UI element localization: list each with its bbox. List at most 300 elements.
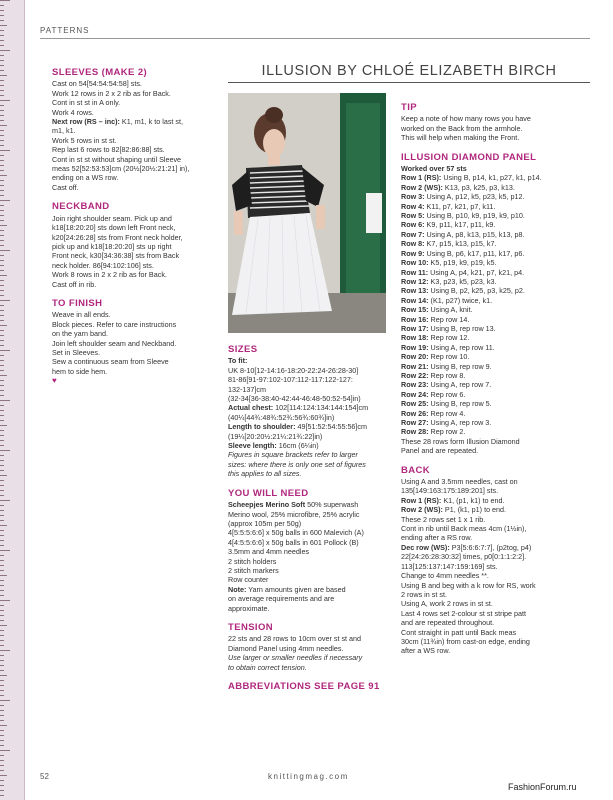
panel-row: Row 26: Rep row 4. — [401, 408, 466, 418]
ruler-tick — [0, 455, 4, 456]
ruler-tick — [0, 775, 7, 776]
panel-row: Row 12: K3, p23, k5, p23, k3. — [401, 276, 497, 286]
ruler-tick — [0, 535, 4, 536]
ruler-tick — [0, 605, 4, 606]
text-line: neck holder. 86[94:102:106] sts. — [52, 260, 154, 270]
text-line: Work 4 rows. — [52, 107, 94, 117]
ruler-tick — [0, 290, 4, 291]
ruler-tick — [0, 625, 7, 626]
ruler-tick — [0, 160, 4, 161]
text-line: Work 5 rows in st st. — [52, 135, 117, 145]
ruler-tick — [0, 600, 10, 601]
ruler-tick — [0, 400, 10, 401]
ruler-tick — [0, 465, 4, 466]
text-line: Merino wool, 25% microfibre, 25% acrylic — [228, 509, 360, 519]
ruler-tick — [0, 265, 4, 266]
tip-heading: TIP — [401, 102, 417, 113]
ruler-tick — [0, 445, 4, 446]
text-line: These 2 rows set 1 x 1 rib. — [401, 514, 486, 524]
length-line: Length to shoulder: 49[51:52:54:55:56]cm — [228, 422, 368, 432]
ruler-tick — [0, 250, 10, 251]
ruler-tick — [0, 35, 4, 36]
text-line: Cont in rib until Back meas 4cm (1½in), — [401, 524, 527, 534]
panel-row: Row 11: Using A, p4, k21, p7, k21, p4. — [401, 267, 525, 277]
ruler-tick — [0, 390, 4, 391]
ruler-tick — [0, 360, 4, 361]
back-lines-2 — [401, 515, 591, 543]
header-rule — [40, 38, 590, 39]
ruler-tick — [0, 710, 4, 711]
ruler-tick — [0, 505, 4, 506]
text-line: Cont in st st in A only. — [52, 98, 121, 108]
panel-row: Row 25: Using B, rep row 5. — [401, 399, 492, 409]
text-line: Rep last 6 rows to 82[82:86:88] sts. — [52, 145, 165, 155]
ruler-tick — [0, 510, 4, 511]
ruler-tick — [0, 740, 4, 741]
yarn-line: Scheepjes Merino Soft 50% superwash — [228, 500, 359, 510]
panel-row: Row 17: Using B, rep row 13. — [401, 323, 496, 333]
text-line: 132-137]cm — [228, 384, 266, 394]
ruler-tick — [0, 650, 10, 651]
text-line: k20[24:26:28] sts from Front neck holder, — [52, 232, 183, 242]
text-line: 3.5mm and 4mm needles — [228, 547, 310, 557]
text-line: Diamond Panel using 4mm needles. — [228, 643, 344, 653]
ruler-tick — [0, 565, 4, 566]
neckband-lines — [52, 214, 212, 289]
ruler-tick — [0, 685, 4, 686]
ruler-tick — [0, 785, 4, 786]
ruler-tick — [0, 175, 7, 176]
ruler-tick — [0, 5, 4, 6]
panel-row: Row 8: K7, p15, k13, p15, k7. — [401, 239, 497, 249]
text-line: pick up and k18[18:20:20] sts up right — [52, 241, 172, 251]
ruler-tick — [0, 30, 4, 31]
ruler-tick — [0, 230, 4, 231]
ruler-tick — [0, 760, 4, 761]
ruler-tick — [0, 125, 7, 126]
ruler-tick — [0, 660, 4, 661]
ruler-tick — [0, 440, 4, 441]
ruler-tick — [0, 0, 10, 1]
ruler-tick — [0, 410, 4, 411]
text-line: Figures in square brackets refer to larger — [228, 450, 358, 460]
back-dec-row: Dec row (WS): P3[5:6:6:7:7], (p2tog, p4) — [401, 542, 532, 552]
ruler-tick — [0, 325, 7, 326]
ruler-tick — [0, 155, 4, 156]
ruler-tick — [0, 185, 4, 186]
ruler-tick — [0, 765, 4, 766]
ruler-tick — [0, 475, 7, 476]
text-line: Last 4 rows set 2-colour st st stripe patt — [401, 608, 527, 618]
text-line: Set in Sleeves. — [52, 347, 100, 357]
ruler-tick — [0, 695, 4, 696]
model-photo-illustration — [228, 93, 386, 333]
text-line: Using B and beg with a k row for RS, work — [401, 580, 536, 590]
text-line: 2 stitch markers — [228, 565, 279, 575]
ruler-tick — [0, 705, 4, 706]
panel-row: Row 14: (K1, p27) twice, k1. — [401, 295, 493, 305]
ruler-tick — [0, 655, 4, 656]
text-line: Weave in all ends. — [52, 310, 111, 320]
text-line: Join right shoulder seam. Pick up and — [52, 213, 172, 223]
text-line: Cast on 54[54:54:54:58] sts. — [52, 79, 142, 89]
sleeves-lines-a — [52, 79, 212, 117]
ruler-tick — [0, 370, 4, 371]
ruler-tick — [0, 540, 4, 541]
ruler-tick — [0, 120, 4, 121]
ruler-tick — [0, 630, 4, 631]
left-column — [52, 68, 212, 386]
sleeves-heading: SLEEVES (MAKE 2) — [52, 67, 148, 78]
tip-lines — [401, 114, 591, 142]
ruler-tick — [0, 485, 4, 486]
ruler-tick — [0, 545, 4, 546]
site-url: knittingmag.com — [268, 772, 349, 781]
text-line: (32-34[36-38:40-42:44-46:48-50:52-54]in) — [228, 394, 361, 404]
ruler-tick — [0, 480, 4, 481]
panel-closing — [401, 437, 591, 456]
text-line: ending after a RS row. — [401, 533, 473, 543]
text-line: 4[4:5:5:6:6] x 50g balls in 601 Pollock (B) — [228, 537, 359, 547]
ruler-tick — [0, 790, 4, 791]
panel-row: Row 4: K11, p7, k21, p7, k11. — [401, 201, 496, 211]
text-line: 4[5:5:5:6:6] x 50g balls in 600 Malevich (A) — [228, 528, 364, 538]
ruler-tick — [0, 75, 7, 76]
ruler-tick — [0, 635, 4, 636]
ruler-tick — [0, 435, 4, 436]
ruler-tick — [0, 560, 4, 561]
text-line: These 28 rows form Illusion Diamond — [401, 436, 520, 446]
ruler-tick — [0, 240, 4, 241]
ruler-tick — [0, 210, 4, 211]
panel-row: Row 6: K9, p11, k17, p11, k9. — [401, 220, 496, 230]
chest-line: Actual chest: 102[114:124:134:144:154]cm — [228, 403, 369, 413]
ruler-tick — [0, 595, 4, 596]
ruler-tick — [0, 665, 4, 666]
ruler-tick — [0, 720, 4, 721]
pattern-title: ILLUSION BY CHLOÉ ELIZABETH BIRCH — [228, 63, 590, 83]
ruler-tick — [0, 305, 4, 306]
panel-rows — [401, 173, 591, 436]
ruler-tick — [0, 245, 4, 246]
panel-row: Row 23: Using A, rep row 7. — [401, 380, 492, 390]
text-line: Using A and 3.5mm needles, cast on — [401, 477, 518, 487]
ruler-tick — [0, 60, 4, 61]
ruler-tick — [0, 225, 7, 226]
ruler-tick — [0, 450, 10, 451]
ruler-tick — [0, 200, 10, 201]
panel-row: Row 24: Rep row 6. — [401, 389, 466, 399]
text-line: Use larger or smaller needles if necessary — [228, 653, 363, 663]
ruler-tick — [0, 140, 4, 141]
text-line: Using A, work 2 rows in st st. — [401, 599, 493, 609]
ruler-tick — [0, 530, 4, 531]
sleeve-length-line: Sleeve length: 16cm (6¼in) — [228, 441, 319, 451]
ruler-tick — [0, 105, 4, 106]
panel-row: Row 27: Using A, rep row 3. — [401, 418, 492, 427]
ruler-tick — [0, 425, 7, 426]
panel-row: Row 10: K5, p19, k9, p19, k5. — [401, 258, 497, 268]
text-line: 113[125:137:147:159:169] sts. — [401, 561, 498, 571]
ruler-tick — [0, 260, 4, 261]
text-line: Cast off in rib. — [52, 279, 97, 289]
ruler-tick — [0, 275, 7, 276]
ruler-tick — [0, 205, 4, 206]
text-line: and are repeated throughout. — [401, 618, 495, 628]
ruler-tick — [0, 145, 4, 146]
text-line: Cast off. — [52, 182, 79, 192]
chest-line-2: (40¼[44¾:48¾:52¾:56¾:60¾]in) — [228, 412, 335, 422]
ruler-tick — [0, 270, 4, 271]
back-heading: BACK — [401, 464, 431, 476]
need-note: Note: Yarn amounts given are based — [228, 584, 346, 594]
back-row2: Row 2 (WS): P1, (k1, p1) to end. — [401, 505, 507, 515]
text-line: on average requirements and are — [228, 594, 335, 604]
ruler-tick — [0, 520, 4, 521]
finish-lines — [52, 310, 212, 376]
text-line: Front neck, k30[34:36:38] sts from Back — [52, 251, 180, 261]
text-line: this applies to all sizes. — [228, 469, 302, 479]
ruler-tick — [0, 735, 4, 736]
text-line: ending on a WS row. — [52, 173, 119, 183]
text-line: 135[149:163:175:189:201] sts. — [401, 486, 499, 496]
ruler-tick — [0, 20, 4, 21]
ruler-tick — [0, 420, 4, 421]
panel-row: Row 7: Using A, p8, k13, p15, k13, p8. — [401, 229, 525, 239]
ruler-tick — [0, 15, 4, 16]
neckband-heading: NECKBAND — [52, 201, 110, 213]
ruler-tick — [0, 100, 10, 101]
panel-row: Row 19: Using A, rep row 11. — [401, 342, 495, 352]
ruler-tick — [0, 50, 10, 51]
ruler-tick — [0, 575, 7, 576]
ruler-tick — [0, 645, 4, 646]
yarn-lines — [228, 510, 392, 585]
tension-heading: TENSION — [228, 621, 274, 633]
sizes-note — [228, 450, 392, 478]
ruler-tick — [0, 700, 10, 701]
ruler-tick — [0, 525, 7, 526]
ruler-tick — [0, 405, 4, 406]
text-line: Panel and are repeated. — [401, 446, 479, 456]
ruler-tick — [0, 95, 4, 96]
ruler-tick — [0, 550, 10, 551]
ruler-tick — [0, 640, 4, 641]
back-lines-3 — [401, 552, 591, 655]
text-line: sizes: where there is only one set of figures — [228, 459, 366, 469]
ruler-tick — [0, 180, 4, 181]
text-line: Cont straight in patt until Back meas — [401, 627, 517, 637]
text-line: This will help when making the Front. — [401, 133, 520, 143]
abbreviations-heading: ABBREVIATIONS SEE PAGE 91 — [228, 681, 380, 692]
text-line: 81-86[91-97:102-107:112-117:122-127: — [228, 375, 353, 385]
ruler-tick — [0, 730, 4, 731]
sizes-heading: SIZES — [228, 344, 258, 355]
ruler-tick — [0, 355, 4, 356]
text-line: to obtain correct tension. — [228, 662, 307, 672]
ruler-tick — [0, 345, 4, 346]
to-fit-label: To fit: — [228, 356, 248, 366]
ruler-tick — [0, 515, 4, 516]
ruler-tick — [0, 280, 4, 281]
ruler-tick — [0, 460, 4, 461]
ruler-tick — [0, 335, 4, 336]
text-line: Change to 4mm needles **. — [401, 571, 489, 581]
model-photo — [228, 93, 386, 333]
sleeves-next-row: Next row (RS – inc): K1, m1, k to last st, — [52, 117, 184, 127]
to-fit-lines — [228, 366, 392, 404]
ruler-tick — [0, 585, 4, 586]
need-heading: YOU WILL NEED — [228, 487, 309, 499]
ruler-tick — [0, 330, 4, 331]
page-ruler — [0, 0, 25, 800]
ruler-tick — [0, 310, 4, 311]
panel-row: Row 2 (WS): K13, p3, k25, p3, k13. — [401, 182, 515, 192]
tension-lines — [228, 634, 392, 653]
ruler-tick — [0, 620, 4, 621]
ruler-tick — [0, 500, 10, 501]
ruler-tick — [0, 40, 4, 41]
ruler-tick — [0, 255, 4, 256]
ruler-tick — [0, 295, 4, 296]
ruler-tick — [0, 150, 10, 151]
tension-italic — [228, 653, 392, 672]
ruler-tick — [0, 680, 4, 681]
ruler-tick — [0, 380, 4, 381]
panel-row: Row 21: Using B, rep row 9. — [401, 361, 492, 371]
ruler-tick — [0, 340, 4, 341]
ruler-tick — [0, 430, 4, 431]
panel-row: Row 1 (RS): Using B, p14, k1, p27, k1, p14. — [401, 173, 542, 183]
text-line: 30cm (11¾in) from cast-on edge, ending — [401, 636, 530, 646]
text-line: 2 stitch holders — [228, 556, 277, 566]
ruler-tick — [0, 490, 4, 491]
ruler-tick — [0, 385, 4, 386]
text-line: Work 12 rows in 2 x 2 rib as for Back. — [52, 88, 171, 98]
text-line: UK 8-10[12-14:16-18:20-22:24-26:28-30] — [228, 365, 359, 375]
panel-row: Row 28: Rep row 2. — [401, 427, 466, 437]
finish-heading: TO FINISH — [52, 297, 103, 309]
section-label: PATTERNS — [40, 26, 90, 35]
sleeves-lines-b — [52, 126, 212, 192]
ruler-tick — [0, 690, 4, 691]
text-line: 22 sts and 28 rows to 10cm over st st and — [228, 634, 362, 644]
ruler-tick — [0, 195, 4, 196]
ruler-tick — [0, 555, 4, 556]
ruler-tick — [0, 315, 4, 316]
ruler-tick — [0, 365, 4, 366]
ruler-tick — [0, 170, 4, 171]
ruler-tick — [0, 745, 4, 746]
panel-worked-over: Worked over 57 sts — [401, 164, 467, 174]
text-line: Keep a note of how many rows you have — [401, 114, 531, 124]
ruler-tick — [0, 615, 4, 616]
ruler-tick — [0, 165, 4, 166]
page-number: 52 — [40, 772, 49, 781]
panel-row: Row 3: Using A, p12, k5, p23, k5, p12. — [401, 192, 525, 202]
ruler-tick — [0, 495, 4, 496]
ruler-tick — [0, 395, 4, 396]
text-line: after a WS row. — [401, 646, 451, 656]
ruler-tick — [0, 610, 4, 611]
ruler-tick — [0, 70, 4, 71]
text-line: Join left shoulder seam and Neckband. — [52, 338, 177, 348]
panel-row: Row 5: Using B, p10, k9, p19, k9, p10. — [401, 211, 525, 221]
right-column — [401, 103, 591, 656]
ruler-tick — [0, 415, 4, 416]
panel-row: Row 16: Rep row 14. — [401, 314, 470, 324]
panel-row: Row 18: Rep row 12. — [401, 333, 470, 343]
back-lines — [401, 477, 591, 496]
text-line: approximate. — [228, 603, 270, 613]
ruler-tick — [0, 715, 4, 716]
ruler-tick — [0, 300, 10, 301]
text-line: on the yarn band. — [52, 329, 108, 339]
ruler-tick — [0, 235, 4, 236]
ruler-tick — [0, 320, 4, 321]
panel-row: Row 15: Using A, knit. — [401, 305, 473, 315]
ruler-tick — [0, 750, 10, 751]
text-line: Sew a continuous seam from Sleeve — [52, 357, 169, 367]
text-line: Row counter — [228, 575, 269, 585]
text-line: hem to side hem. — [52, 366, 108, 376]
back-row1: Row 1 (RS): K1, (p1, k1) to end. — [401, 495, 505, 505]
ruler-tick — [0, 135, 4, 136]
text-line: 2 rows in st st. — [401, 589, 447, 599]
ruler-tick — [0, 85, 4, 86]
ruler-tick — [0, 725, 7, 726]
ruler-tick — [0, 55, 4, 56]
ruler-tick — [0, 590, 4, 591]
middle-column — [228, 345, 392, 693]
ruler-tick — [0, 670, 4, 671]
ruler-tick — [0, 770, 4, 771]
ruler-tick — [0, 675, 7, 676]
text-line: k18[18:20:20] sts down left Front neck, — [52, 223, 176, 233]
panel-row: Row 22: Rep row 8. — [401, 370, 466, 380]
ruler-tick — [0, 350, 10, 351]
panel-row: Row 20: Rep row 10. — [401, 352, 470, 362]
text-line: 22[24:26:28:30:32] times, p0[0:1:1:2:2]. — [401, 552, 527, 562]
ruler-tick — [0, 190, 4, 191]
need-note-lines — [228, 594, 392, 613]
ruler-tick — [0, 130, 4, 131]
text-line: worked on the Back from the armhole. — [401, 123, 523, 133]
text-line: (approx 105m per 50g) — [228, 518, 302, 528]
ruler-tick — [0, 220, 4, 221]
ruler-tick — [0, 470, 4, 471]
ruler-tick — [0, 285, 4, 286]
heart-icon: ♥ — [52, 376, 57, 386]
ruler-tick — [0, 215, 4, 216]
ruler-tick — [0, 375, 7, 376]
text-line: Cont in st st without shaping until Sleeve — [52, 154, 182, 164]
text-line: Work 8 rows in 2 x 2 rib as for Back. — [52, 270, 167, 280]
panel-row: Row 13: Using B, p2, k25, p3, k25, p2. — [401, 286, 525, 296]
watermark: FashionForum.ru — [508, 782, 577, 792]
ruler-tick — [0, 115, 4, 116]
ruler-tick — [0, 570, 4, 571]
panel-row: Row 9: Using B, p6, k17, p11, k17, p6. — [401, 248, 525, 258]
text-line: meas 52[52:53:53]cm (20½[20½:21:21] in), — [52, 164, 190, 174]
ruler-tick — [0, 65, 4, 66]
ruler-tick — [0, 10, 4, 11]
text-line: m1, k1. — [52, 126, 76, 136]
ruler-tick — [0, 795, 4, 796]
ruler-tick — [0, 45, 4, 46]
ruler-tick — [0, 80, 4, 81]
length-line-2: (19¼[20:20½:21¼:21¾:22]in) — [228, 431, 323, 441]
